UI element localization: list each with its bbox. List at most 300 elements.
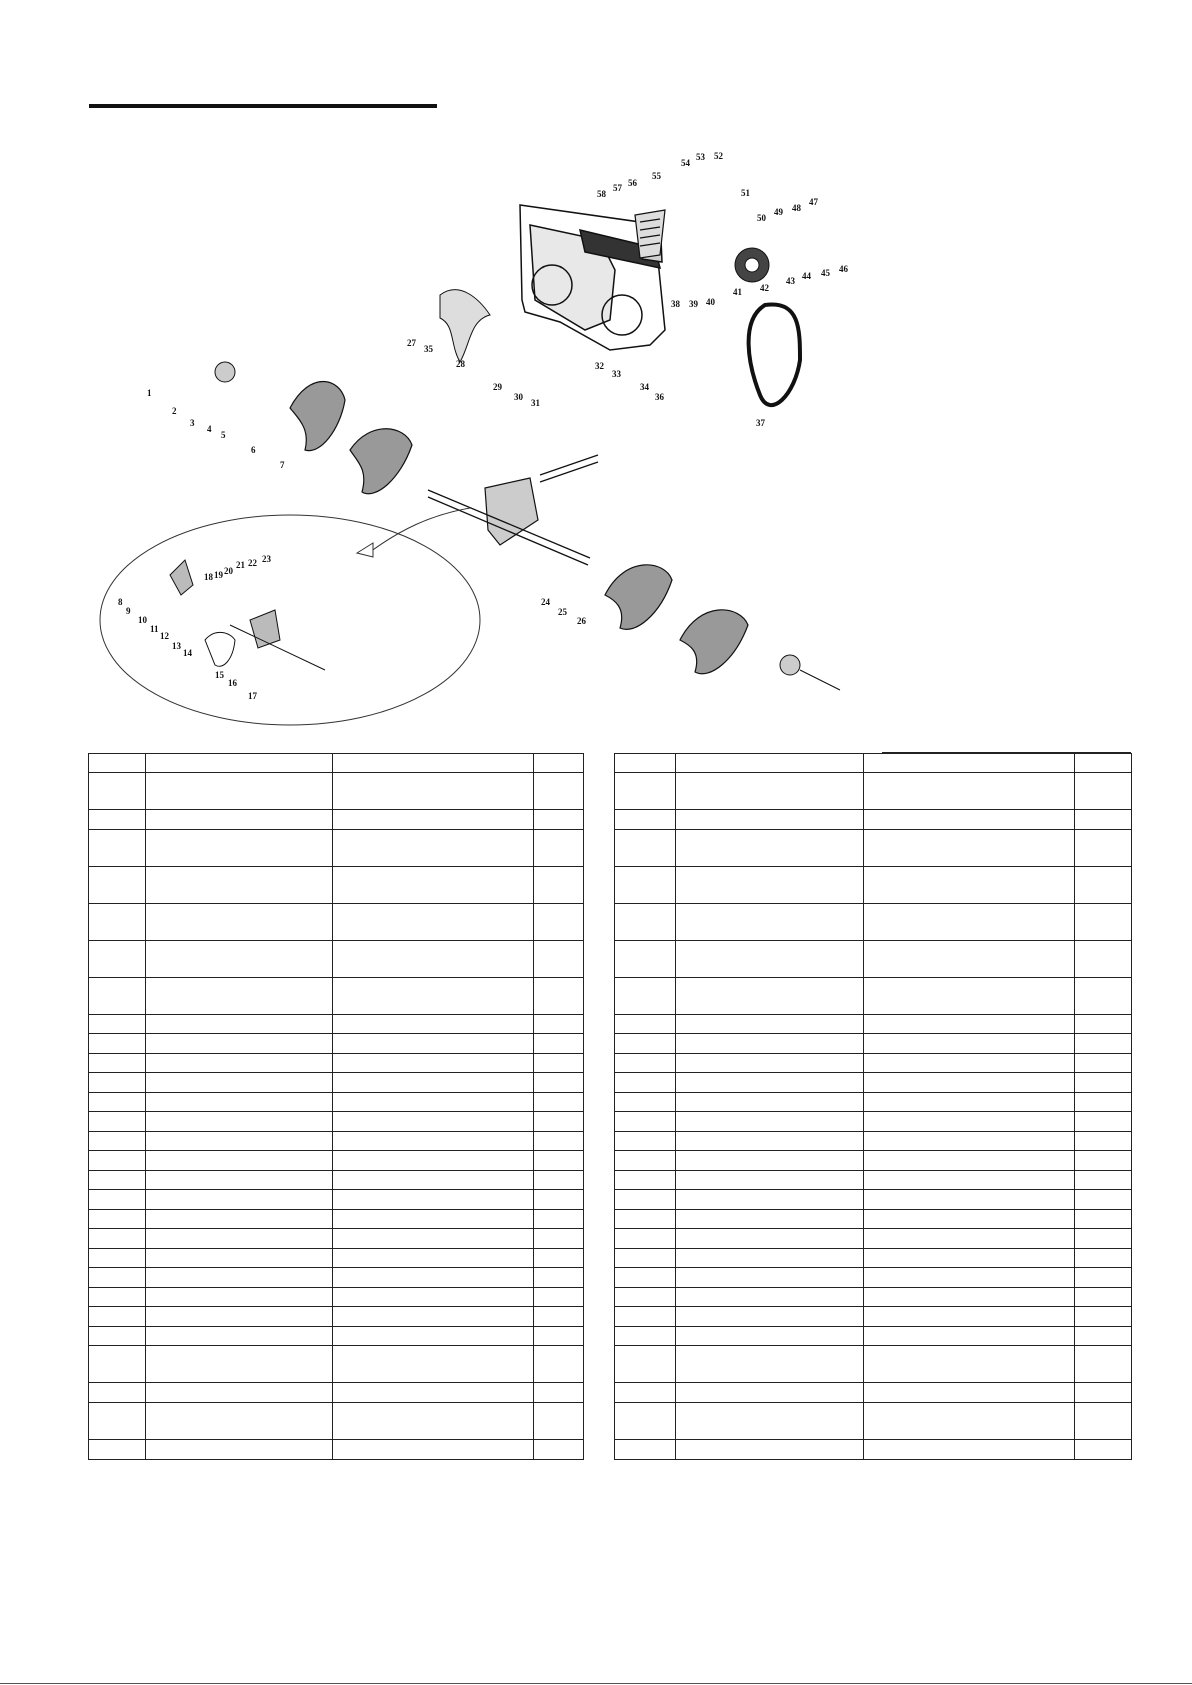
table-cell bbox=[1075, 1151, 1132, 1171]
table-cell bbox=[333, 1307, 534, 1327]
table-cell bbox=[1075, 1346, 1132, 1383]
callout: 16 bbox=[228, 678, 237, 688]
table-cell bbox=[1075, 867, 1132, 904]
gearbox bbox=[485, 478, 538, 545]
callout: 45 bbox=[821, 268, 830, 278]
table-cell bbox=[1075, 1229, 1132, 1249]
table-row bbox=[615, 1327, 1132, 1346]
callout: 10 bbox=[138, 615, 147, 625]
table-row bbox=[89, 754, 584, 773]
table-cell bbox=[615, 1073, 676, 1093]
table-cell bbox=[146, 1093, 333, 1112]
table-cell bbox=[534, 1403, 584, 1440]
table-cell bbox=[534, 1249, 584, 1268]
table-cell bbox=[615, 1229, 676, 1249]
table-row bbox=[89, 1171, 584, 1190]
table-cell bbox=[1075, 941, 1132, 978]
table-cell bbox=[864, 1034, 1075, 1054]
callout: 1 bbox=[147, 388, 152, 398]
table-cell bbox=[534, 1210, 584, 1229]
table-cell bbox=[864, 1403, 1075, 1440]
table-cell bbox=[864, 1288, 1075, 1307]
table-cell bbox=[333, 867, 534, 904]
table-cell bbox=[864, 867, 1075, 904]
table-cell bbox=[615, 1327, 676, 1346]
callout: 15 bbox=[215, 670, 224, 680]
table-cell bbox=[615, 1190, 676, 1210]
table-cell bbox=[146, 904, 333, 941]
table-cell bbox=[676, 1015, 864, 1034]
table-cell bbox=[534, 941, 584, 978]
table-cell bbox=[333, 1327, 534, 1346]
table-cell bbox=[333, 1151, 534, 1171]
detail-ellipse bbox=[100, 515, 480, 725]
table-cell bbox=[89, 754, 146, 773]
table-cell bbox=[89, 1307, 146, 1327]
table-cell bbox=[534, 1132, 584, 1151]
table-cell bbox=[89, 1190, 146, 1210]
table-row bbox=[89, 978, 584, 1015]
table-cell bbox=[864, 1132, 1075, 1151]
table-cell bbox=[89, 1210, 146, 1229]
table-cell bbox=[89, 1440, 146, 1460]
table-cell bbox=[615, 1383, 676, 1403]
table-cell bbox=[534, 1112, 584, 1132]
table-cell bbox=[333, 830, 534, 867]
table-row bbox=[89, 773, 584, 810]
table-cell bbox=[333, 1034, 534, 1054]
table-cell bbox=[534, 1151, 584, 1171]
table-cell bbox=[333, 1249, 534, 1268]
table-row bbox=[89, 1383, 584, 1403]
callout: 22 bbox=[248, 558, 257, 568]
table-cell bbox=[864, 1210, 1075, 1229]
table-cell bbox=[146, 1383, 333, 1403]
callout: 25 bbox=[558, 607, 567, 617]
table-cell bbox=[615, 978, 676, 1015]
callout: 46 bbox=[839, 264, 848, 274]
callout: 14 bbox=[183, 648, 192, 658]
table-cell bbox=[864, 978, 1075, 1015]
table-cell bbox=[534, 1015, 584, 1034]
table-cell bbox=[1075, 1132, 1132, 1151]
left-end-hub bbox=[215, 362, 235, 382]
callout: 42 bbox=[760, 283, 769, 293]
table-cell bbox=[146, 1307, 333, 1327]
table-cell bbox=[676, 1403, 864, 1440]
table-cell bbox=[89, 1034, 146, 1054]
callout: 28 bbox=[456, 359, 465, 369]
table-cell bbox=[864, 830, 1075, 867]
right-end-hub bbox=[780, 655, 800, 675]
table-cell bbox=[676, 941, 864, 978]
table-cell bbox=[615, 1288, 676, 1307]
impeller bbox=[440, 290, 490, 362]
table-row bbox=[615, 1346, 1132, 1383]
table-cell bbox=[615, 1171, 676, 1190]
table-cell bbox=[676, 1054, 864, 1073]
callout: 39 bbox=[689, 299, 698, 309]
table-cell bbox=[333, 1073, 534, 1093]
table-cell bbox=[333, 773, 534, 810]
table-cell bbox=[89, 978, 146, 1015]
table-row bbox=[615, 867, 1132, 904]
table-cell bbox=[534, 1307, 584, 1327]
callout: 26 bbox=[577, 616, 586, 626]
table-cell bbox=[864, 1151, 1075, 1171]
table-cell bbox=[89, 1403, 146, 1440]
table-cell bbox=[333, 1288, 534, 1307]
table-cell bbox=[89, 904, 146, 941]
table-cell bbox=[89, 1268, 146, 1288]
table-cell bbox=[534, 830, 584, 867]
table-cell bbox=[333, 1132, 534, 1151]
callout: 29 bbox=[493, 382, 502, 392]
table-row bbox=[615, 1132, 1132, 1151]
table-cell bbox=[676, 830, 864, 867]
table-cell bbox=[1075, 904, 1132, 941]
table-cell bbox=[333, 1210, 534, 1229]
table-cell bbox=[534, 1229, 584, 1249]
table-cell bbox=[615, 1210, 676, 1229]
table-cell bbox=[534, 1288, 584, 1307]
table-cell bbox=[534, 978, 584, 1015]
table-row bbox=[615, 904, 1132, 941]
table-cell bbox=[534, 1171, 584, 1190]
pulley bbox=[735, 248, 769, 282]
table-row bbox=[89, 1327, 584, 1346]
table-row bbox=[615, 1307, 1132, 1327]
table-cell bbox=[676, 1327, 864, 1346]
callout: 32 bbox=[595, 361, 604, 371]
table-cell bbox=[333, 1054, 534, 1073]
table-cell bbox=[676, 754, 864, 773]
table-cell bbox=[676, 1249, 864, 1268]
table-cell bbox=[615, 1151, 676, 1171]
table-row bbox=[615, 1171, 1132, 1190]
table-cell bbox=[333, 1093, 534, 1112]
table-cell bbox=[676, 1440, 864, 1460]
table-row bbox=[89, 867, 584, 904]
table-cell bbox=[146, 1288, 333, 1307]
table-row bbox=[615, 773, 1132, 810]
table-cell bbox=[1075, 1054, 1132, 1073]
table-cell bbox=[864, 1190, 1075, 1210]
table-cell bbox=[676, 978, 864, 1015]
table-cell bbox=[676, 1151, 864, 1171]
table-cell bbox=[534, 1383, 584, 1403]
callout: 50 bbox=[757, 213, 766, 223]
table-cell bbox=[615, 773, 676, 810]
table-cell bbox=[89, 810, 146, 830]
table-row bbox=[615, 1249, 1132, 1268]
table-row bbox=[89, 1132, 584, 1151]
table-cell bbox=[1075, 1190, 1132, 1210]
table-cell bbox=[534, 1190, 584, 1210]
table-cell bbox=[89, 1112, 146, 1132]
table-row bbox=[615, 1015, 1132, 1034]
table-cell bbox=[615, 754, 676, 773]
table-row bbox=[615, 1288, 1132, 1307]
table-cell bbox=[146, 810, 333, 830]
table-cell bbox=[1075, 1093, 1132, 1112]
table-cell bbox=[333, 1171, 534, 1190]
table-cell bbox=[676, 773, 864, 810]
table-cell bbox=[676, 1112, 864, 1132]
callout: 49 bbox=[774, 207, 783, 217]
table-cell bbox=[89, 1327, 146, 1346]
table-row bbox=[615, 1054, 1132, 1073]
parts-table-right bbox=[614, 753, 1132, 1460]
table-row bbox=[89, 1268, 584, 1288]
table-row bbox=[615, 1440, 1132, 1460]
table-cell bbox=[864, 1440, 1075, 1460]
table-cell bbox=[864, 773, 1075, 810]
table-cell bbox=[864, 1015, 1075, 1034]
table-cell bbox=[333, 978, 534, 1015]
table-cell bbox=[333, 754, 534, 773]
table-cell bbox=[146, 1210, 333, 1229]
table-cell bbox=[534, 1346, 584, 1383]
table-row bbox=[89, 1288, 584, 1307]
table-cell bbox=[864, 1054, 1075, 1073]
table-row bbox=[615, 1151, 1132, 1171]
table-cell bbox=[864, 1268, 1075, 1288]
table-cell bbox=[1075, 1015, 1132, 1034]
table-cell bbox=[615, 1307, 676, 1327]
table-row bbox=[615, 810, 1132, 830]
table-cell bbox=[89, 1093, 146, 1112]
table-cell bbox=[864, 1327, 1075, 1346]
table-cell bbox=[864, 1229, 1075, 1249]
table-cell bbox=[89, 941, 146, 978]
table-cell bbox=[676, 1288, 864, 1307]
callout: 35 bbox=[424, 344, 433, 354]
callout: 48 bbox=[792, 203, 801, 213]
table-cell bbox=[146, 1132, 333, 1151]
callout: 13 bbox=[172, 641, 181, 651]
callout: 40 bbox=[706, 297, 715, 307]
table-cell bbox=[534, 1073, 584, 1093]
table-cell bbox=[333, 1190, 534, 1210]
table-row bbox=[89, 1073, 584, 1093]
table-cell bbox=[676, 1307, 864, 1327]
table-cell bbox=[146, 867, 333, 904]
table-row bbox=[615, 754, 1132, 773]
table-cell bbox=[1075, 810, 1132, 830]
table-cell bbox=[615, 810, 676, 830]
table-cell bbox=[615, 1054, 676, 1073]
table-row bbox=[89, 1229, 584, 1249]
table-row bbox=[89, 1346, 584, 1383]
table-cell bbox=[1075, 1383, 1132, 1403]
table-cell bbox=[615, 941, 676, 978]
table-cell bbox=[333, 1403, 534, 1440]
table-cell bbox=[864, 1346, 1075, 1383]
table-cell bbox=[333, 1229, 534, 1249]
table-cell bbox=[676, 1346, 864, 1383]
callout: 58 bbox=[597, 189, 606, 199]
callout: 51 bbox=[741, 188, 750, 198]
table-cell bbox=[1075, 1249, 1132, 1268]
table-row bbox=[615, 1268, 1132, 1288]
callout: 33 bbox=[612, 369, 621, 379]
callout: 56 bbox=[628, 178, 637, 188]
table-cell bbox=[534, 867, 584, 904]
table-cell bbox=[615, 830, 676, 867]
table-row bbox=[615, 1073, 1132, 1093]
table-row bbox=[615, 1034, 1132, 1054]
table-cell bbox=[333, 1112, 534, 1132]
table-row bbox=[89, 1440, 584, 1460]
table-cell bbox=[534, 1268, 584, 1288]
table-cell bbox=[615, 1112, 676, 1132]
table-cell bbox=[864, 754, 1075, 773]
callout: 43 bbox=[786, 276, 795, 286]
table-cell bbox=[146, 978, 333, 1015]
table-cell bbox=[1075, 1288, 1132, 1307]
table-row bbox=[89, 1403, 584, 1440]
callout: 8 bbox=[118, 597, 123, 607]
detail-parts bbox=[170, 560, 325, 670]
table-cell bbox=[534, 773, 584, 810]
table-cell bbox=[146, 830, 333, 867]
callout: 6 bbox=[251, 445, 256, 455]
table-cell bbox=[146, 1190, 333, 1210]
table-cell bbox=[615, 1093, 676, 1112]
table-cell bbox=[534, 1440, 584, 1460]
table-cell bbox=[89, 1015, 146, 1034]
table-cell bbox=[615, 1034, 676, 1054]
table-cell bbox=[1075, 773, 1132, 810]
table-row bbox=[615, 1403, 1132, 1440]
table-row bbox=[89, 1307, 584, 1327]
table-row bbox=[89, 1151, 584, 1171]
table-cell bbox=[333, 904, 534, 941]
table-cell bbox=[146, 1171, 333, 1190]
table-cell bbox=[615, 904, 676, 941]
table-cell bbox=[676, 1132, 864, 1151]
callout: 54 bbox=[681, 158, 690, 168]
table-row bbox=[615, 830, 1132, 867]
table-cell bbox=[89, 1171, 146, 1190]
table-row bbox=[615, 978, 1132, 1015]
table-cell bbox=[1075, 1171, 1132, 1190]
table-cell bbox=[1075, 1073, 1132, 1093]
callout: 17 bbox=[248, 691, 257, 701]
callout: 36 bbox=[655, 392, 664, 402]
footer-rule bbox=[0, 1683, 1192, 1684]
table-cell bbox=[89, 1249, 146, 1268]
table-row bbox=[89, 1093, 584, 1112]
table-row bbox=[89, 1249, 584, 1268]
table-cell bbox=[615, 1015, 676, 1034]
table-cell bbox=[676, 810, 864, 830]
table-cell bbox=[89, 867, 146, 904]
table-cell bbox=[534, 1054, 584, 1073]
callout: 55 bbox=[652, 171, 661, 181]
table-cell bbox=[534, 754, 584, 773]
table-cell bbox=[146, 1112, 333, 1132]
table-cell bbox=[1075, 1403, 1132, 1440]
table-cell bbox=[89, 830, 146, 867]
table-row bbox=[615, 941, 1132, 978]
table-cell bbox=[1075, 1307, 1132, 1327]
table-row bbox=[89, 1054, 584, 1073]
table-cell bbox=[615, 867, 676, 904]
table-cell bbox=[89, 773, 146, 810]
table-cell bbox=[1075, 978, 1132, 1015]
table-cell bbox=[676, 1073, 864, 1093]
detail-arrow bbox=[370, 508, 470, 552]
table-cell bbox=[534, 904, 584, 941]
table-cell bbox=[89, 1288, 146, 1307]
table-cell bbox=[146, 1229, 333, 1249]
callout: 12 bbox=[160, 631, 169, 641]
callout: 41 bbox=[733, 287, 742, 297]
table-cell bbox=[676, 867, 864, 904]
table-cell bbox=[1075, 830, 1132, 867]
table-cell bbox=[1075, 754, 1132, 773]
table-cell bbox=[534, 1327, 584, 1346]
table-cell bbox=[146, 754, 333, 773]
callout: 23 bbox=[262, 554, 271, 564]
detail-arrow-head bbox=[357, 543, 373, 557]
callout: 18 bbox=[204, 572, 213, 582]
table-cell bbox=[615, 1346, 676, 1383]
table-cell bbox=[864, 1383, 1075, 1403]
table-cell bbox=[615, 1249, 676, 1268]
table-row bbox=[615, 1190, 1132, 1210]
table-cell bbox=[146, 1268, 333, 1288]
table-row bbox=[89, 1210, 584, 1229]
table-cell bbox=[864, 1073, 1075, 1093]
callout: 37 bbox=[756, 418, 765, 428]
table-cell bbox=[864, 1112, 1075, 1132]
table-cell bbox=[615, 1403, 676, 1440]
table-row bbox=[615, 1112, 1132, 1132]
table-cell bbox=[146, 1403, 333, 1440]
table-cell bbox=[676, 1093, 864, 1112]
table-cell bbox=[89, 1383, 146, 1403]
table-cell bbox=[146, 1015, 333, 1034]
callout: 52 bbox=[714, 151, 723, 161]
table-cell bbox=[146, 1249, 333, 1268]
callout: 31 bbox=[531, 398, 540, 408]
table-cell bbox=[864, 1307, 1075, 1327]
parts-table-left bbox=[88, 753, 584, 1460]
table-cell bbox=[89, 1346, 146, 1383]
table-cell bbox=[864, 810, 1075, 830]
callout: 20 bbox=[224, 566, 233, 576]
table-cell bbox=[146, 1054, 333, 1073]
table-cell bbox=[676, 1034, 864, 1054]
table-cell bbox=[333, 1440, 534, 1460]
callout: 47 bbox=[809, 197, 818, 207]
callout: 5 bbox=[221, 430, 226, 440]
table-row bbox=[615, 1210, 1132, 1229]
callout: 57 bbox=[613, 183, 622, 193]
table-cell bbox=[89, 1151, 146, 1171]
table-cell bbox=[1075, 1440, 1132, 1460]
callout: 3 bbox=[190, 418, 195, 428]
table-cell bbox=[676, 1210, 864, 1229]
callout: 9 bbox=[126, 606, 131, 616]
table-row bbox=[615, 1229, 1132, 1249]
table-cell bbox=[89, 1073, 146, 1093]
table-cell bbox=[146, 941, 333, 978]
table-cell bbox=[615, 1440, 676, 1460]
